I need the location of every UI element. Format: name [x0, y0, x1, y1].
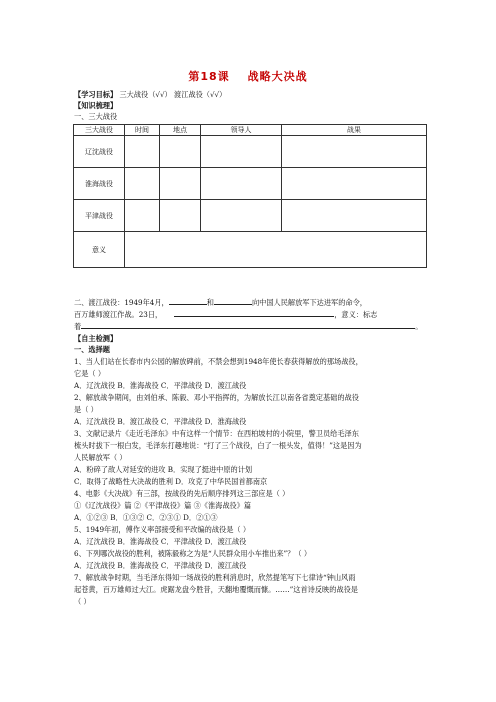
battle-name-cell: 平津战役 [74, 200, 125, 232]
empty-cell[interactable] [125, 200, 160, 232]
blank-field[interactable] [169, 296, 207, 305]
empty-cell[interactable] [201, 200, 282, 232]
option-line: A．①②③ B．①③② C．②③① D．②①③ [74, 513, 218, 522]
page-title [0, 68, 496, 84]
option-line: A．辽沈战役 B．淮海战役 C．平津战役 D．渡江战役 [74, 537, 247, 546]
crossing-river-line1: 二、渡江战役：1949年4月， 和 向中国人民解放军下达进军的命令， [74, 298, 367, 307]
header-cell: 时间 [125, 125, 160, 136]
empty-cell[interactable] [160, 136, 201, 168]
blank-field[interactable] [174, 308, 334, 317]
question-line: 4、电影《大决战》有三部，按战役的先后顺序排列这三部应是（ ） [74, 489, 290, 498]
question-line: （ ） [74, 597, 91, 606]
battle-name-cell: 辽沈战役 [74, 136, 125, 168]
learning-goal-text: 三大战役（√√） 渡江战役（√√） [119, 90, 227, 99]
crossing-river-line3: 着 。 [74, 322, 423, 331]
table-row [74, 232, 427, 268]
blank-field[interactable] [81, 320, 415, 329]
lesson-number: 第18课 [188, 70, 230, 83]
lesson-name: 战略大决战 [247, 70, 308, 83]
knowledge-label: 【知识梳理】 [74, 101, 118, 110]
table-row [74, 168, 427, 200]
empty-cell[interactable] [160, 168, 201, 200]
table-row [74, 200, 427, 232]
header-cell: 地点 [160, 125, 201, 136]
selfcheck-label: 【自主检测】 [74, 334, 118, 343]
option-line: C．取得了战略性大决战的胜利 D．攻克了中华民国首都南京 [74, 477, 268, 486]
significance-label-cell: 意义 [74, 232, 125, 268]
blank-field[interactable] [214, 296, 252, 305]
question-line: 起苍黄，百万雄师过大江。虎踞龙盘今胜昔，天翻地覆慨而慷。……”这首诗反映的战役是 [74, 585, 358, 594]
battles-table [73, 124, 427, 268]
learning-goal [74, 90, 429, 100]
header-cell: 战果 [282, 125, 427, 136]
empty-cell[interactable] [125, 168, 160, 200]
learning-goal-label: 【学习目标】 [74, 90, 118, 99]
section-choice: 一、选择题 [74, 345, 110, 354]
battle-name-cell: 淮海战役 [74, 168, 125, 200]
option-line: A．辽沈战役 B．淮海战役 C．平津战役 D．渡江战役 [74, 381, 247, 390]
option-line: A．粉碎了敌人对延安的进攻 B．实现了挺进中原的计划 [74, 465, 253, 474]
empty-cell[interactable] [282, 168, 427, 200]
question-line: 3、文献记录片《走近毛泽东》中有这样一个情节：在西柏坡村的小院里，警卫员给毛泽东 [74, 429, 359, 438]
option-line: A．辽沈战役 B．渡江战役 C．平津战役 D．淮海战役 [74, 417, 247, 426]
crossing-river-line2: 百万雄师渡江作战。23日， ，意义：标志 [74, 310, 378, 319]
question-line: 2、解放战争期间，由刘伯承、陈毅、邓小平指挥的，为解放长江以南各省奠定基础的战役 [74, 393, 359, 402]
header-cell: 领导人 [201, 125, 282, 136]
empty-cell[interactable] [201, 136, 282, 168]
table-header-row [74, 125, 427, 136]
question-line: 梳头时拔下一根白发，毛泽东打趣地说：“打了三个战役，白了一根头发，值得！”这是因为 [74, 441, 362, 450]
significance-cell[interactable] [125, 232, 427, 268]
question-line: 是（ ） [74, 405, 98, 414]
header-cell: 三大战役 [74, 125, 125, 136]
question-line: 7、解放战争时期，当毛泽东得知一场战役的胜利消息时，欣然提笔写下七律诗“钟山风雨 [74, 573, 356, 582]
question-line: 它是（ ） [74, 369, 106, 378]
table-row [74, 136, 427, 168]
section-three-battles: 一、三大战役 [74, 112, 118, 121]
question-line: 5、1949年初，傅作义率部接受和平改编的战役是（ ） [74, 525, 251, 534]
empty-cell[interactable] [282, 136, 427, 168]
empty-cell[interactable] [125, 136, 160, 168]
question-line: 6、下列哪次战役的胜利，被陈毅称之为是“人民群众用小车推出来”？（ ） [74, 549, 312, 558]
empty-cell[interactable] [201, 168, 282, 200]
option-line: ①《辽沈战役》篇 ②《平津战役》篇 ③《淮海战役》篇 [74, 501, 252, 510]
empty-cell[interactable] [160, 200, 201, 232]
option-line: A．辽沈战役 B．淮海战役 C．平津战役 D．渡江战役 [74, 561, 247, 570]
question-line: 人民解放军（ ） [74, 453, 127, 462]
empty-cell[interactable] [282, 200, 427, 232]
question-line: 1、当人们站在长春市内公园的解放碑前，不禁会想到1948年使长春获得解放的那场战役， [74, 357, 363, 366]
